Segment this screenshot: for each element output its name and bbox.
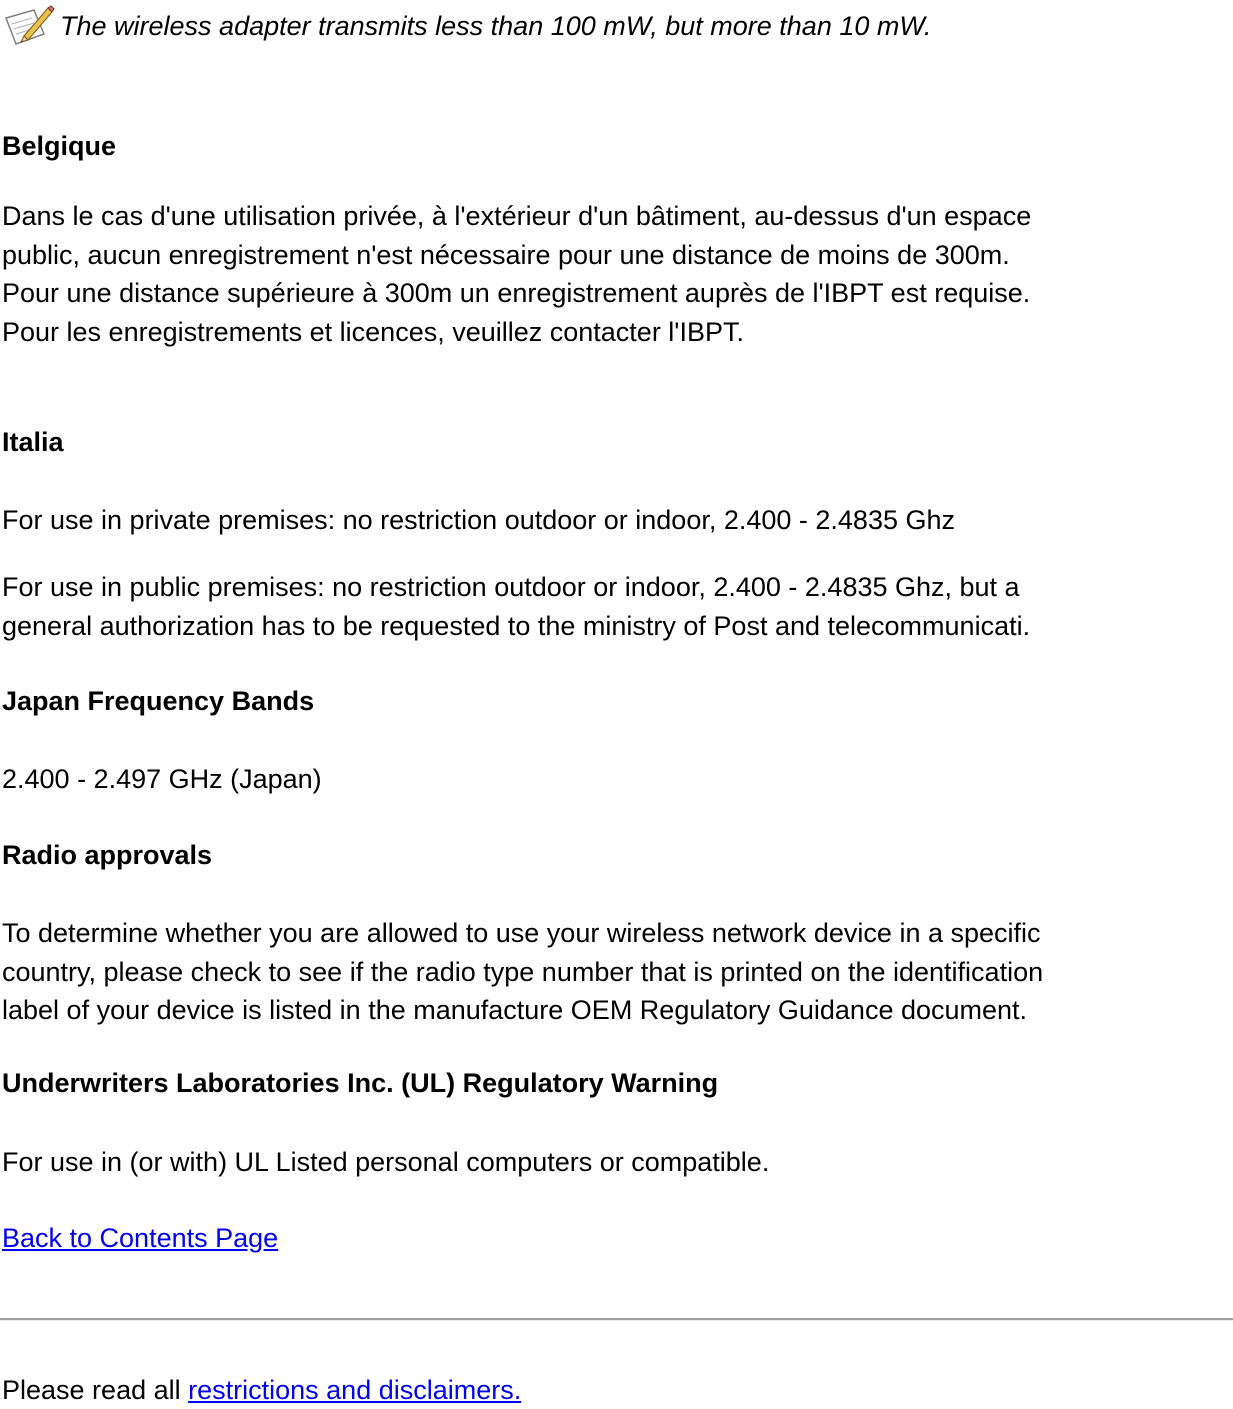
ul-text: For use in (or with) UL Listed personal computers or compatible. <box>2 1147 770 1177</box>
radio-paragraph <box>2 914 1043 1030</box>
radio-line: To determine whether you are allowed to use your wireless network device in a specific <box>2 918 1041 948</box>
radio-line: country, please check to see if the radio type number that is printed on the identification <box>2 956 1044 987</box>
italia-public-paragraph <box>2 568 1030 645</box>
italia-heading: Italia <box>2 427 64 457</box>
italia-public-line: For use in public premises: no restriction outdoor or indoor, 2.400 - 2.4835 Ghz, but a <box>2 572 1020 602</box>
belgique-line: Pour les enregistrements et licences, veuillez contacter l'IBPT. <box>2 316 744 347</box>
belgique-line: public, aucun enregistrement n'est nécessaire pour une distance de moins de 300m. <box>2 239 1010 270</box>
back-link-container <box>2 1219 278 1257</box>
footer-prefix: Please read all <box>2 1375 189 1405</box>
belgique-line: Dans le cas d'une utilisation privée, à l'extérieur d'un bâtiment, au-dessus d'un espace <box>2 201 1032 231</box>
radio-heading: Radio approvals <box>2 840 213 870</box>
footer <box>2 1371 521 1409</box>
belgique-line: Pour une distance supérieure à 300m un enregistrement auprès de l'IBPT est requise. <box>2 278 1031 308</box>
restrictions-disclaimers-link[interactable]: restrictions and disclaimers. <box>188 1375 522 1405</box>
back-to-contents-link[interactable]: Back to Contents Page <box>2 1223 279 1253</box>
note-pencil-icon <box>2 4 56 48</box>
note <box>2 0 931 52</box>
japan-text: 2.400 - 2.497 GHz (Japan) <box>2 764 322 794</box>
radio-line: label of your device is listed in the manufacture OEM Regulatory Guidance document. <box>2 995 1028 1025</box>
ul-heading: Underwriters Laboratories Inc. (UL) Regulatory Warning <box>2 1068 719 1098</box>
belgique-heading: Belgique <box>2 131 117 161</box>
italia-public-line: general authorization has to be requested to the ministry of Post and telecommunicati. <box>2 610 1031 641</box>
belgique-paragraph <box>2 197 1031 351</box>
note-text: The wireless adapter transmits less than 100 mW, but more than 10 mW. <box>60 10 932 41</box>
horizontal-divider <box>0 1318 1233 1321</box>
italia-private-text: For use in private premises: no restriction outdoor or indoor, 2.400 - 2.4835 Ghz <box>2 505 956 535</box>
japan-heading: Japan Frequency Bands <box>2 686 315 716</box>
